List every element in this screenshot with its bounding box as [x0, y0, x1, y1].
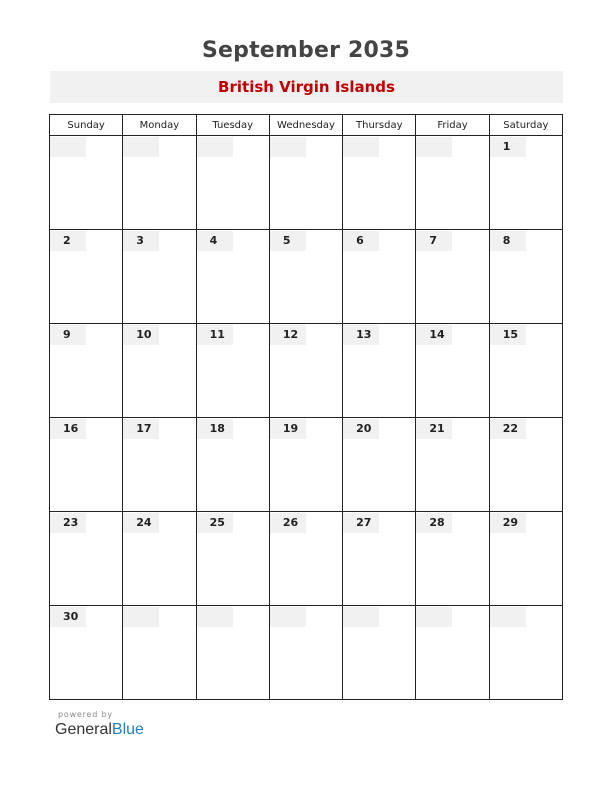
weekday-header: Sunday: [50, 115, 123, 136]
day-number: 12: [270, 325, 306, 345]
day-number: 8: [490, 231, 526, 251]
day-cell: [50, 136, 123, 230]
day-cell: [269, 512, 342, 606]
day-cell: [489, 230, 562, 324]
day-cell: [269, 136, 342, 230]
day-cell: [343, 418, 416, 512]
day-cell: [196, 136, 269, 230]
day-cell: [50, 324, 123, 418]
weekday-header: Friday: [416, 115, 489, 136]
region-banner: [50, 71, 563, 103]
weekday-header-row: [50, 115, 563, 136]
day-number: 28: [416, 513, 452, 533]
day-cell: [343, 324, 416, 418]
day-number: 13: [343, 325, 379, 345]
day-cell: [50, 418, 123, 512]
day-number: 7: [416, 231, 452, 251]
day-number: [416, 137, 452, 157]
day-cell: [343, 512, 416, 606]
region-name: British Virgin Islands: [218, 78, 395, 96]
day-cell: [269, 418, 342, 512]
day-number: [343, 137, 379, 157]
day-cell: [123, 512, 196, 606]
week-row: [50, 418, 563, 512]
day-cell: [269, 606, 342, 700]
day-number: [123, 607, 159, 627]
day-cell: [196, 324, 269, 418]
day-cell: [123, 136, 196, 230]
brand-general: General: [55, 721, 112, 738]
day-number: 14: [416, 325, 452, 345]
day-number: [490, 607, 526, 627]
page-title: September 2035: [201, 38, 411, 63]
day-number: 16: [50, 419, 86, 439]
day-cell: [196, 418, 269, 512]
day-number: 18: [197, 419, 233, 439]
day-number: 26: [270, 513, 306, 533]
day-number: 4: [197, 231, 233, 251]
day-number: 19: [270, 419, 306, 439]
day-number: 20: [343, 419, 379, 439]
week-row: [50, 324, 563, 418]
day-cell: [416, 136, 489, 230]
day-cell: [50, 512, 123, 606]
day-cell: [489, 324, 562, 418]
day-cell: [343, 606, 416, 700]
day-cell: [416, 324, 489, 418]
day-number: 11: [197, 325, 233, 345]
day-number: 3: [123, 231, 159, 251]
day-cell: [489, 512, 562, 606]
day-number: [197, 137, 233, 157]
day-cell: [123, 418, 196, 512]
day-cell: [123, 324, 196, 418]
day-number: 9: [50, 325, 86, 345]
brand-blue: Blue: [111, 721, 144, 738]
day-cell: [196, 606, 269, 700]
day-cell: [416, 606, 489, 700]
day-number: 24: [123, 513, 159, 533]
day-cell: [343, 136, 416, 230]
day-number: [50, 137, 86, 157]
day-cell: [416, 230, 489, 324]
week-row: [50, 230, 563, 324]
week-row: [50, 136, 563, 230]
calendar-grid: [49, 114, 563, 700]
weekday-header: Thursday: [343, 115, 416, 136]
day-cell: [196, 512, 269, 606]
weekday-header: Saturday: [489, 115, 562, 136]
day-number: 1: [490, 137, 526, 157]
day-number: [270, 137, 306, 157]
day-number: 10: [123, 325, 159, 345]
day-cell: [416, 512, 489, 606]
day-cell: [489, 418, 562, 512]
day-cell: [343, 230, 416, 324]
day-cell: [196, 230, 269, 324]
day-cell: [269, 324, 342, 418]
day-cell: [489, 606, 562, 700]
powered-by-text: powered by: [58, 710, 113, 719]
day-cell: [50, 230, 123, 324]
day-number: 23: [50, 513, 86, 533]
day-number: [343, 607, 379, 627]
day-number: 29: [490, 513, 526, 533]
weekday-header: Wednesday: [269, 115, 342, 136]
day-cell: [50, 606, 123, 700]
day-cell: [123, 606, 196, 700]
day-cell: [416, 418, 489, 512]
day-number: 21: [416, 419, 452, 439]
day-cell: [123, 230, 196, 324]
day-number: 22: [490, 419, 526, 439]
day-number: 30: [50, 607, 86, 627]
day-number: [416, 607, 452, 627]
day-number: 27: [343, 513, 379, 533]
day-number: 5: [270, 231, 306, 251]
day-number: 15: [490, 325, 526, 345]
day-number: 2: [50, 231, 86, 251]
day-number: [123, 137, 159, 157]
week-row: [50, 512, 563, 606]
day-number: 17: [123, 419, 159, 439]
weekday-header: Tuesday: [196, 115, 269, 136]
day-cell: [489, 136, 562, 230]
day-cell: [269, 230, 342, 324]
weekday-header: Monday: [123, 115, 196, 136]
generalblue-logo[interactable]: [55, 721, 144, 739]
week-row: [50, 606, 563, 700]
day-number: [270, 607, 306, 627]
day-number: [197, 607, 233, 627]
day-number: 6: [343, 231, 379, 251]
day-number: 25: [197, 513, 233, 533]
